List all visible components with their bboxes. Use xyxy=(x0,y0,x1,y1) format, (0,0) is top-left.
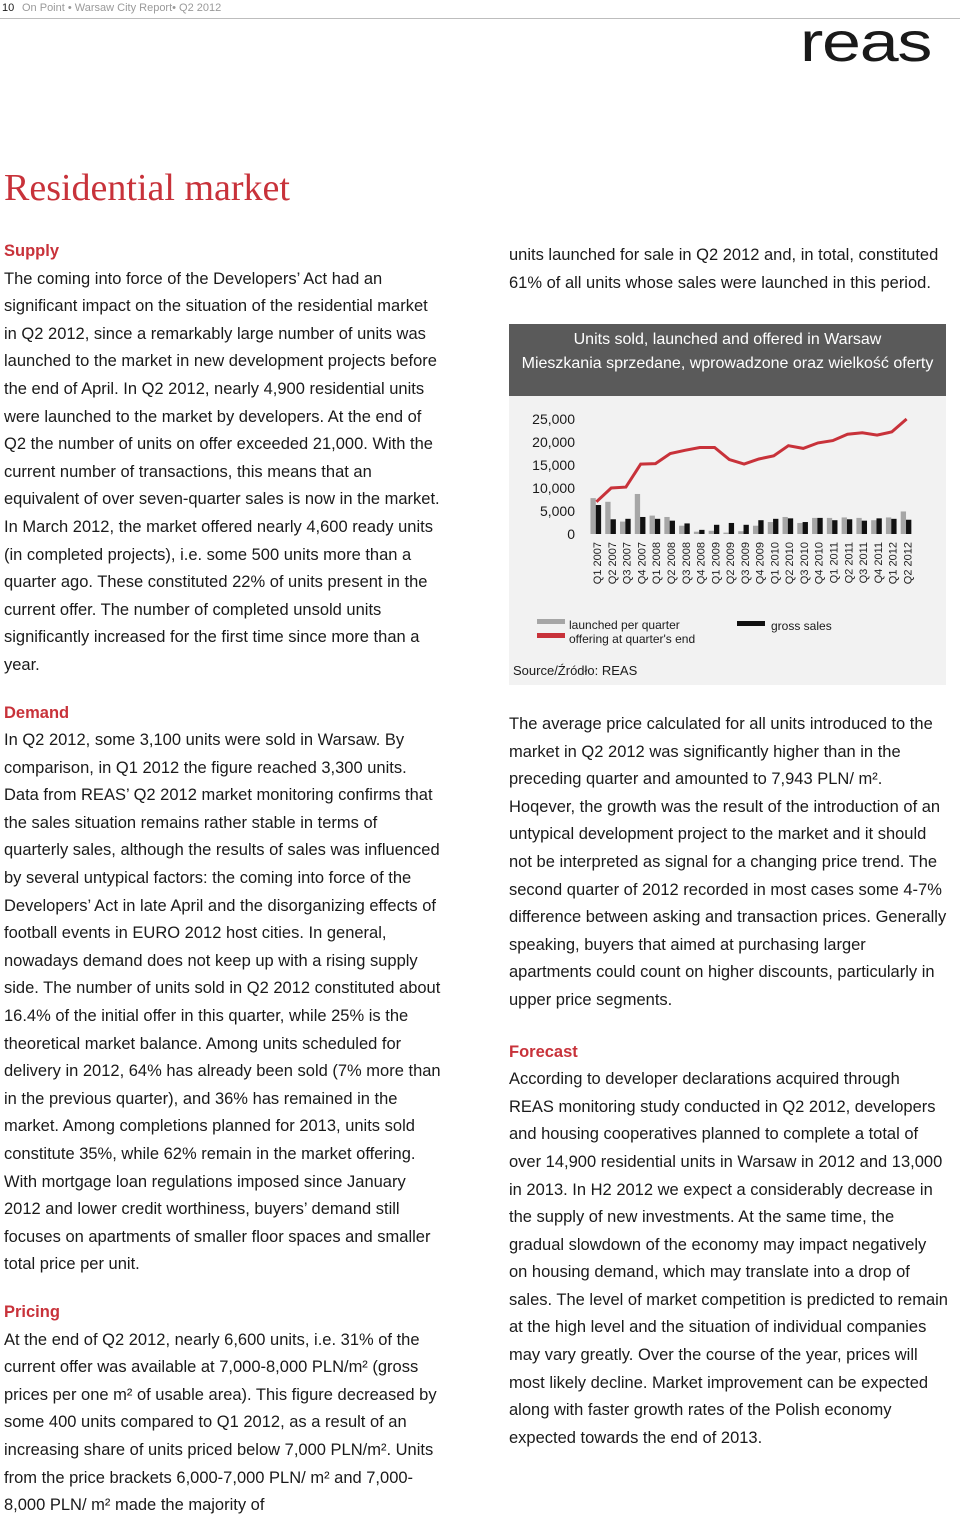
legend-label-launched: launched per quarter xyxy=(569,618,680,632)
bar-sold xyxy=(862,521,867,534)
chart-title-en: Units sold, launched and offered in Warsaw xyxy=(573,331,882,348)
bar-launched xyxy=(664,517,669,534)
y-tick-label: 0 xyxy=(567,526,575,542)
price-text: The average price calculated for all units introduced to the market in Q2 2012 was significantly higher than in the preceding quarter and amounted to 7,943 PLN/ m². Hoqever, the growth was the result of the introduction of an untypical development project to the market and it should not be interpreted as signal for a changing price trend. The second quarter of 2012 recorded in most cases some 4-7% difference between asking and transaction prices. Generally speaking, buyers that aimed at purchasing larger apartments could count on higher discounts, particularly in upper price segments. xyxy=(509,715,947,1009)
bar-sold xyxy=(773,519,778,534)
x-tick-label: Q4 2007 xyxy=(636,542,649,585)
x-tick-label: Q2 2007 xyxy=(606,542,619,585)
bar-sold xyxy=(832,520,837,534)
bar-launched xyxy=(694,532,699,534)
bar-sold xyxy=(625,519,630,534)
x-tick-label: Q4 2008 xyxy=(695,542,708,585)
bar-sold xyxy=(847,519,852,534)
bar-launched xyxy=(679,526,684,534)
pricing-heading: Pricing xyxy=(4,1302,60,1321)
x-tick-label: Q1 2009 xyxy=(710,542,723,585)
forecast-heading: Forecast xyxy=(509,1042,578,1061)
x-tick-label: Q1 2010 xyxy=(769,542,782,585)
bar-launched xyxy=(738,531,743,534)
bar-sold xyxy=(684,523,689,534)
bar-sold xyxy=(729,523,734,534)
y-tick-label: 15,000 xyxy=(532,457,575,473)
bar-sold xyxy=(788,518,793,534)
bar-sold xyxy=(699,530,704,534)
chart-panel xyxy=(509,324,946,685)
page-number: 10 xyxy=(2,2,15,14)
bar-launched xyxy=(842,517,847,534)
legend-swatch-offer xyxy=(537,633,565,638)
bar-launched xyxy=(605,502,610,534)
x-tick-label: Q4 2009 xyxy=(754,542,767,585)
bar-launched xyxy=(783,517,788,534)
x-tick-label: Q3 2011 xyxy=(858,542,871,584)
bar-launched xyxy=(886,517,891,534)
bar-launched xyxy=(635,494,640,534)
y-tick-label: 25,000 xyxy=(532,411,575,427)
chart-title-pl: Mieszkania sprzedane, wprowadzone oraz wielkość oferty xyxy=(521,355,934,372)
bar-sold xyxy=(714,525,719,534)
x-tick-label: Q4 2011 xyxy=(872,542,885,584)
bar-launched xyxy=(768,522,773,534)
offer-line xyxy=(596,419,906,502)
bar-sold xyxy=(758,520,763,534)
x-tick-label: Q3 2007 xyxy=(621,542,634,585)
supply-heading: Supply xyxy=(4,242,60,260)
x-tick-label: Q3 2010 xyxy=(798,542,811,585)
x-tick-label: Q2 2011 xyxy=(843,542,856,584)
legend-swatch-sold xyxy=(737,621,765,626)
x-tick-label: Q3 2009 xyxy=(739,542,752,585)
price-section xyxy=(509,711,949,1452)
x-tick-label: Q2 2008 xyxy=(665,542,678,585)
bar-launched xyxy=(812,518,817,534)
units-chart xyxy=(509,324,946,685)
bar-sold xyxy=(803,522,808,534)
demand-heading: Demand xyxy=(4,703,70,722)
bar-launched xyxy=(827,518,832,534)
x-tick-label: Q2 2009 xyxy=(725,542,738,585)
y-tick-label: 10,000 xyxy=(532,480,575,496)
bar-launched xyxy=(871,520,876,534)
breadcrumb: On Point • Warsaw City Report• Q2 2012 xyxy=(22,2,222,14)
demand-text: In Q2 2012, some 3,100 units were sold in Warsaw. By comparison, in Q1 2012 the figure reached 3,300 units. Data from REAS’ Q2 2012 market monitoring confirms that the sales situation remains rather stable in terms of quarterly sales, although the results of sales was influenced by several untypical factors: the coming into force of the Developers’ Act in late April and the disorganizing effects of football events in EURO 2012 host cities. In general, nowadays demand does not keep up with a rising supply side. The number of units sold in Q2 2012 constituted about 16.4% of the initial offer in this quarter, while 25% is the theoretical market balance. Among units scheduled for delivery in 2012, 64% has already been sold (7% more than in the previous quarter), and 36% has remained in the market. Among completions planned for 2013, units sold constitute 35%, while 62% remain in the market offering. With mortgage loan regulations imposed since January 2012 and lower credit worthiness, buyers’ demand still focuses on apartments of smaller floor spaces and smaller total price per unit. xyxy=(4,731,441,1274)
bar-launched xyxy=(753,526,758,534)
pricing-text: At the end of Q2 2012, nearly 6,600 units, i.e. 31% of the current offer was available at 7,000-8,000 PLN/m² (gross prices per one m² of usable area). This figure decreased by some 400 units compared to Q1 2012, as a result of an increasing share of units priced below 7,000 PLN/m². Units from the price brackets 6,000-7,000 PLN/ m² and 7,000-8,000 PLN/ m² made the majority of xyxy=(4,1330,437,1515)
legend-label-offer: offering at quarter's end xyxy=(569,632,696,646)
x-tick-label: Q2 2012 xyxy=(902,542,915,585)
bar-launched xyxy=(590,498,595,534)
left-column xyxy=(4,238,444,1520)
x-tick-label: Q1 2008 xyxy=(651,542,664,585)
bar-launched xyxy=(856,518,861,534)
bar-sold xyxy=(906,520,911,534)
right-intro xyxy=(509,242,949,297)
legend-label-sold: gross sales xyxy=(771,619,832,633)
supply-text: The coming into force of the Developers’ Act had an significant impact on the situation of the residential market in Q2 2012, since a remarkably large number of units was launched to the market in new development projects before the end of April. In Q2 2012, nearly 4,900 residential units were launched to the market by developers. At the end of Q2 the number of units on offer exceeded 21,000. With the current number of transactions, this means that an equivalent of over seven-quarter sales is now in the market. In March 2012, the market offered nearly 4,600 ready units (in completed projects), i.e. some 500 units more than a quarter ago. These constituted 22% of units present in the current offer. The number of completed unsold units significantly increased for the first time since more than a year. xyxy=(4,269,440,674)
bar-sold xyxy=(596,505,601,534)
x-tick-label: Q1 2011 xyxy=(828,542,841,584)
reas-logo: reas xyxy=(800,10,932,73)
legend-swatch-launched xyxy=(537,619,565,624)
chart-source: Source/Źródło: REAS xyxy=(513,663,638,678)
bar-launched xyxy=(797,523,802,534)
x-tick-label: Q1 2007 xyxy=(592,542,605,585)
bar-launched xyxy=(620,522,625,534)
forecast-text: According to developer declarations acquired through REAS monitoring study conducted in Q2 2012, developers and housing cooperatives planned to complete a total of over 14,900 residential units in Warsaw in 2012 and 13,000 in 2013. In H2 2012 we expect a considerably decrease in the supply of new investments. At the same time, the gradual slowdown of the economy may impact negatively on housing demand, which may translate into a drop of sales. The level of market competition is predicted to remain at the high level and the situation of individual companies may vary greatly. Over the course of the year, prices will most likely decline. Market improvement can be expected along with faster growth rates of the Polish economy expected towards the end of 2013. xyxy=(509,1070,948,1447)
y-tick-label: 20,000 xyxy=(532,434,575,450)
x-tick-label: Q4 2010 xyxy=(813,542,826,585)
x-tick-label: Q1 2012 xyxy=(887,542,900,585)
bar-sold xyxy=(744,525,749,534)
y-tick-label: 5,000 xyxy=(539,503,575,519)
bar-sold xyxy=(611,519,616,534)
bar-sold xyxy=(670,521,675,534)
bar-launched xyxy=(650,516,655,534)
bar-launched xyxy=(723,533,728,534)
right-intro-text: units launched for sale in Q2 2012 and, in total, constituted 61% of all units whose sales were launched in this period. xyxy=(509,246,939,292)
bar-sold xyxy=(817,518,822,534)
bar-sold xyxy=(655,519,660,534)
bar-sold xyxy=(876,518,881,534)
bar-launched xyxy=(901,511,906,534)
x-tick-label: Q3 2008 xyxy=(680,542,693,585)
bar-launched xyxy=(709,531,714,534)
bar-sold xyxy=(640,517,645,534)
x-tick-label: Q2 2010 xyxy=(784,542,797,585)
page-title: Residential market xyxy=(4,167,290,209)
bar-sold xyxy=(891,519,896,534)
